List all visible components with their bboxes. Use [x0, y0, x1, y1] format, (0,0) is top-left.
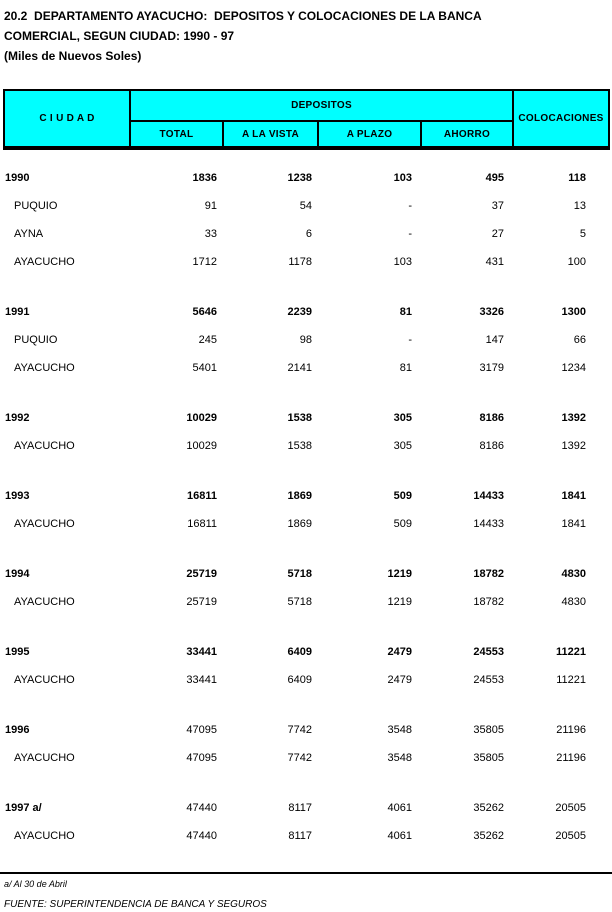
year-row-1996 — [3, 716, 606, 744]
city-row-ayacucho — [3, 588, 606, 616]
cell-a-plazo: 509 — [393, 518, 412, 530]
cell-ahorro: 147 — [485, 334, 504, 346]
cell-ahorro: 14433 — [473, 490, 504, 502]
cell-ahorro: 24553 — [473, 674, 504, 686]
cell-colocaciones: 4830 — [561, 568, 586, 580]
cell-a-la-vista: 8117 — [288, 802, 312, 814]
city-row-ayacucho — [3, 744, 606, 772]
row-label: 1995 — [5, 646, 30, 658]
cell-a-plazo: 2479 — [387, 646, 412, 658]
cell-a-la-vista: 6409 — [287, 674, 312, 686]
cell-a-plazo: 4061 — [387, 830, 412, 842]
year-row-1993 — [3, 482, 606, 510]
cell-colocaciones: 1392 — [561, 412, 586, 424]
cell-a-la-vista: 7742 — [287, 724, 312, 736]
cell-total: 33441 — [186, 646, 217, 658]
cell-total: 10029 — [186, 440, 217, 452]
cell-colocaciones: 21196 — [556, 724, 586, 736]
row-label: AYACUCHO — [14, 752, 75, 764]
table-body — [3, 164, 606, 850]
cell-total: 47440 — [186, 830, 217, 842]
cell-total: 16811 — [187, 518, 217, 530]
cell-total: 5401 — [192, 362, 217, 374]
cell-colocaciones: 11221 — [556, 646, 586, 658]
header-a-plazo: A PLAZO — [317, 122, 420, 146]
cell-colocaciones: 1841 — [561, 490, 586, 502]
cell-a-plazo: 1219 — [387, 568, 412, 580]
cell-colocaciones: 20505 — [555, 830, 586, 842]
row-label: PUQUIO — [14, 200, 58, 212]
row-label: 1996 — [5, 724, 30, 736]
cell-ahorro: 495 — [485, 172, 504, 184]
spacer-row — [3, 616, 606, 638]
cell-a-plazo: 103 — [393, 256, 412, 268]
city-row-ayacucho — [3, 822, 606, 850]
row-label: 1994 — [5, 568, 30, 580]
cell-a-plazo: 3548 — [387, 752, 412, 764]
cell-ahorro: 35262 — [473, 802, 504, 814]
year-row-1994 — [3, 560, 606, 588]
cell-ahorro: 35805 — [473, 724, 504, 736]
table-header — [3, 89, 610, 150]
cell-a-plazo: 3548 — [387, 724, 412, 736]
cell-a-la-vista: 98 — [299, 334, 312, 346]
cell-a-la-vista: 1538 — [287, 412, 312, 424]
cell-a-la-vista: 1869 — [287, 490, 312, 502]
cell-a-la-vista: 1869 — [287, 518, 312, 530]
cell-a-plazo: 103 — [393, 172, 412, 184]
cell-ahorro: 3326 — [479, 306, 504, 318]
cell-total: 16811 — [187, 490, 217, 502]
cell-colocaciones: 4830 — [561, 596, 586, 608]
cell-colocaciones: 21196 — [556, 752, 586, 764]
cell-a-la-vista: 2239 — [287, 306, 312, 318]
cell-a-la-vista: 1238 — [287, 172, 312, 184]
cell-a-plazo: - — [408, 228, 412, 240]
cell-ahorro: 18782 — [473, 568, 504, 580]
row-label: 1992 — [5, 412, 30, 424]
cell-ahorro: 24553 — [473, 646, 504, 658]
row-label: 1991 — [5, 306, 30, 318]
cell-total: 47095 — [186, 752, 217, 764]
cell-ahorro: 14433 — [473, 518, 504, 530]
cell-colocaciones: 118 — [568, 172, 586, 184]
spacer-row — [3, 538, 606, 560]
cell-colocaciones: 20505 — [555, 802, 586, 814]
cell-total: 47095 — [186, 724, 217, 736]
header-colocaciones: COLOCACIONES — [512, 91, 608, 146]
row-label: PUQUIO — [14, 334, 58, 346]
cell-a-plazo: 1219 — [387, 596, 412, 608]
cell-total: 1836 — [192, 172, 217, 184]
header-total: TOTAL — [129, 122, 222, 146]
cell-ahorro: 35805 — [473, 752, 504, 764]
spacer-row — [3, 772, 606, 794]
cell-a-la-vista: 5718 — [287, 596, 312, 608]
footnote-source: FUENTE: SUPERINTENDENCIA DE BANCA Y SEGUROS — [4, 899, 267, 910]
cell-a-plazo: 305 — [393, 412, 412, 424]
row-label: AYNA — [14, 228, 44, 240]
row-label: 1990 — [5, 172, 30, 184]
cell-ahorro: 35262 — [473, 830, 504, 842]
year-row-1997-a — [3, 794, 606, 822]
cell-total: 33441 — [186, 674, 217, 686]
cell-ahorro: 27 — [491, 228, 504, 240]
cell-a-la-vista: 6 — [305, 228, 312, 240]
city-row-ayacucho — [3, 510, 606, 538]
bottom-rule — [0, 872, 612, 874]
cell-a-la-vista: 6409 — [287, 646, 312, 658]
header-depositos: DEPOSITOS — [129, 91, 512, 122]
cell-total: 25719 — [186, 596, 217, 608]
cell-a-la-vista: 8117 — [288, 830, 312, 842]
cell-a-la-vista: 1178 — [288, 256, 312, 268]
cell-ahorro: 8186 — [479, 440, 504, 452]
cell-total: 25719 — [186, 568, 217, 580]
cell-colocaciones: 66 — [573, 334, 586, 346]
spacer-row — [3, 276, 606, 298]
row-label: AYACUCHO — [14, 830, 75, 842]
cell-colocaciones: 1841 — [561, 518, 586, 530]
cell-a-la-vista: 1538 — [287, 440, 312, 452]
city-row-ayacucho — [3, 248, 606, 276]
row-label: AYACUCHO — [14, 518, 75, 530]
cell-a-plazo: - — [408, 200, 412, 212]
cell-colocaciones: 13 — [573, 200, 586, 212]
cell-ahorro: 3179 — [479, 362, 504, 374]
header-ahorro: AHORRO — [420, 122, 512, 146]
cell-a-plazo: 305 — [393, 440, 412, 452]
header-ciudad: C I U D A D — [39, 113, 95, 124]
city-row-ayacucho — [3, 666, 606, 694]
year-row-1991 — [3, 298, 606, 326]
cell-total: 1712 — [192, 256, 217, 268]
year-row-1995 — [3, 638, 606, 666]
year-row-1992 — [3, 404, 606, 432]
city-row-puquio — [3, 192, 606, 220]
row-label: AYACUCHO — [14, 674, 75, 686]
cell-total: 5646 — [192, 306, 217, 318]
city-row-ayacucho — [3, 354, 606, 382]
cell-total: 33 — [204, 228, 217, 240]
footnote-note: a/ Al 30 de Abril — [4, 879, 67, 889]
title-line-3: (Miles de Nuevos Soles) — [4, 49, 142, 63]
year-row-1990 — [3, 164, 606, 192]
row-label: 1993 — [5, 490, 30, 502]
cell-a-plazo: 4061 — [387, 802, 412, 814]
header-a-la-vista: A LA VISTA — [222, 122, 317, 146]
row-label: AYACUCHO — [14, 440, 75, 452]
city-row-puquio — [3, 326, 606, 354]
cell-total: 91 — [204, 200, 217, 212]
cell-colocaciones: 100 — [567, 256, 586, 268]
title-line-1: 20.2 DEPARTAMENTO AYACUCHO: DEPOSITOS Y COLOCACIONES DE LA BANCA — [4, 9, 482, 23]
cell-a-plazo: - — [408, 334, 412, 346]
cell-colocaciones: 1300 — [561, 306, 586, 318]
city-row-ayna — [3, 220, 606, 248]
row-label: AYACUCHO — [14, 362, 75, 374]
cell-total: 245 — [198, 334, 217, 346]
spacer-row — [3, 694, 606, 716]
cell-a-plazo: 81 — [399, 306, 412, 318]
cell-colocaciones: 11221 — [556, 674, 586, 686]
title-line-2: COMERCIAL, SEGUN CIUDAD: 1990 - 97 — [4, 29, 235, 43]
cell-a-la-vista: 54 — [299, 200, 312, 212]
cell-a-la-vista: 2141 — [287, 362, 312, 374]
cell-a-la-vista: 7742 — [287, 752, 312, 764]
city-row-ayacucho — [3, 432, 606, 460]
row-label: AYACUCHO — [14, 596, 75, 608]
cell-ahorro: 37 — [491, 200, 504, 212]
cell-colocaciones: 1234 — [561, 362, 586, 374]
cell-ahorro: 18782 — [473, 596, 504, 608]
cell-a-plazo: 81 — [399, 362, 412, 374]
cell-a-la-vista: 5718 — [287, 568, 312, 580]
cell-ahorro: 8186 — [479, 412, 504, 424]
cell-a-plazo: 509 — [393, 490, 412, 502]
spacer-row — [3, 382, 606, 404]
cell-colocaciones: 5 — [579, 228, 586, 240]
spacer-row — [3, 460, 606, 482]
row-label: 1997 a/ — [5, 802, 42, 814]
cell-a-plazo: 2479 — [387, 674, 412, 686]
cell-total: 47440 — [186, 802, 217, 814]
cell-colocaciones: 1392 — [561, 440, 586, 452]
cell-total: 10029 — [186, 412, 217, 424]
title-block — [4, 6, 482, 66]
row-label: AYACUCHO — [14, 256, 75, 268]
cell-ahorro: 431 — [485, 256, 504, 268]
